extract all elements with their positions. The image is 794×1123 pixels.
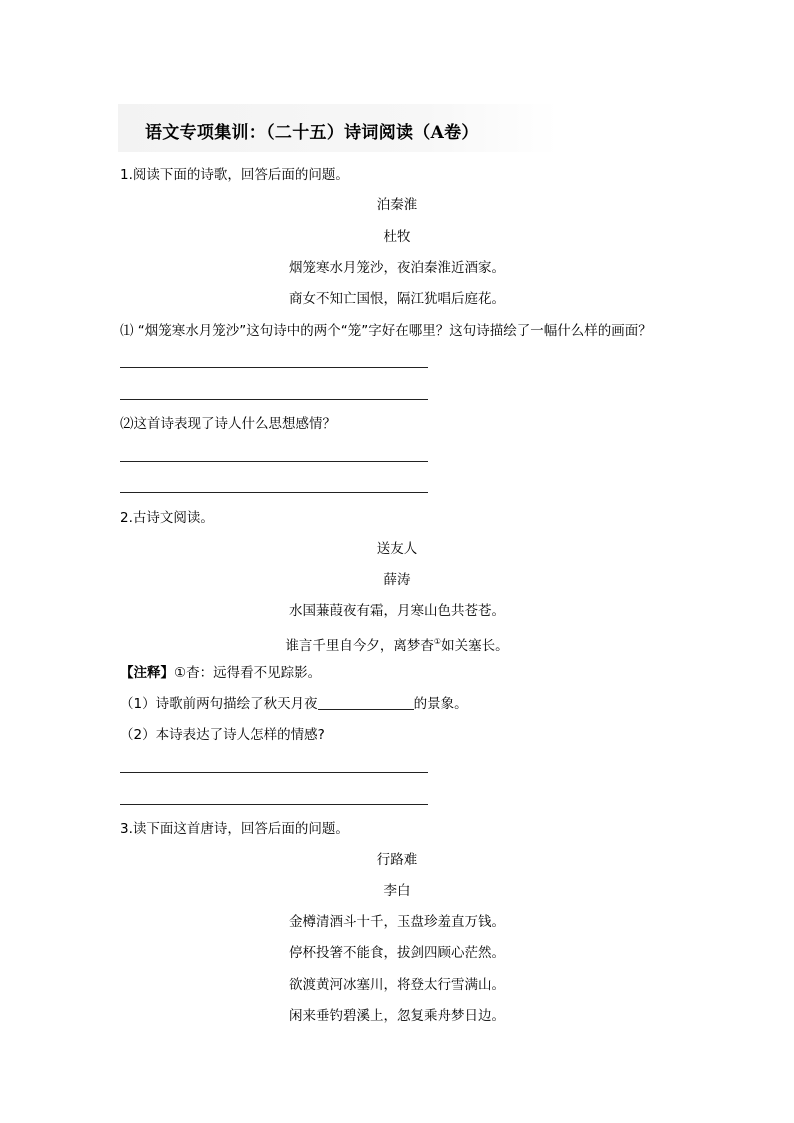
answer-line[interactable] xyxy=(120,492,428,493)
fill-in-blank[interactable] xyxy=(318,695,414,710)
q2-prompt: 2.古诗文阅读。 xyxy=(120,510,214,526)
q3-author: 李白 xyxy=(383,883,411,899)
q1-poem-line-2: 商女不知亡国恨，隔江犹唱后庭花。 xyxy=(289,291,505,307)
q2-poem-line-1: 水国蒹葭夜有霜，月寒山色共苍苍。 xyxy=(289,603,505,619)
q3-prompt: 3.读下面这首唐诗，回答后面的问题。 xyxy=(120,821,349,837)
q2-poem-title: 送友人 xyxy=(376,541,418,557)
q1-poem-title: 泊秦淮 xyxy=(376,197,418,213)
q3-poem-line-1: 金樽清酒斗十千，玉盘珍羞直万钱。 xyxy=(289,914,505,930)
q1-subquestion-1: ⑴ “烟笼寒水月笼沙”这句诗中的两个“笼”字好在哪里？这句诗描绘了一幅什么样的画面？ xyxy=(120,323,652,339)
q2-line2-part-a: 谁言千里自今夕，离梦杳 xyxy=(285,638,434,654)
q1-prompt: 1.阅读下面的诗歌，回答后面的问题。 xyxy=(120,167,349,183)
answer-line[interactable] xyxy=(120,399,428,400)
q3-poem-line-3: 欲渡黄河冰塞川，将登太行雪满山。 xyxy=(289,977,505,993)
q3-poem-line-4: 闲来垂钓碧溪上，忽复乘舟梦日边。 xyxy=(289,1008,505,1024)
q2-note xyxy=(120,664,321,682)
page-title: 语文专项集训：（二十五）诗词阅读（A卷） xyxy=(145,123,479,143)
q2-sub1-part-b: 的景象。 xyxy=(413,696,468,712)
q3-poem-line-2: 停杯投箸不能食，拔剑四顾心茫然。 xyxy=(289,945,505,961)
note-label: 【注释】 xyxy=(120,665,174,681)
q1-subquestion-2: ⑵这首诗表现了诗人什么思想感情？ xyxy=(120,416,336,432)
q2-sub1-part-a: （1）诗歌前两句描绘了秋天月夜 xyxy=(120,696,318,712)
answer-line[interactable] xyxy=(120,772,428,773)
footnote-marker: ① xyxy=(433,637,442,646)
q2-subquestion-2: （2）本诗表达了诗人怎样的情感? xyxy=(120,727,325,743)
answer-line[interactable] xyxy=(120,461,428,462)
q3-poem-title: 行路难 xyxy=(376,852,418,868)
q2-author: 薛涛 xyxy=(383,572,411,588)
q1-author: 杜牧 xyxy=(383,229,411,245)
q2-poem-line-2 xyxy=(0,633,794,655)
q2-subquestion-1 xyxy=(120,695,468,713)
answer-line[interactable] xyxy=(120,367,428,368)
note-text: ①杳：远得看不见踪影。 xyxy=(174,665,322,681)
answer-line[interactable] xyxy=(120,804,428,805)
q1-poem-line-1: 烟笼寒水月笼沙，夜泊秦淮近酒家。 xyxy=(289,260,505,276)
q2-line2-part-b: 如关塞长。 xyxy=(441,638,509,654)
